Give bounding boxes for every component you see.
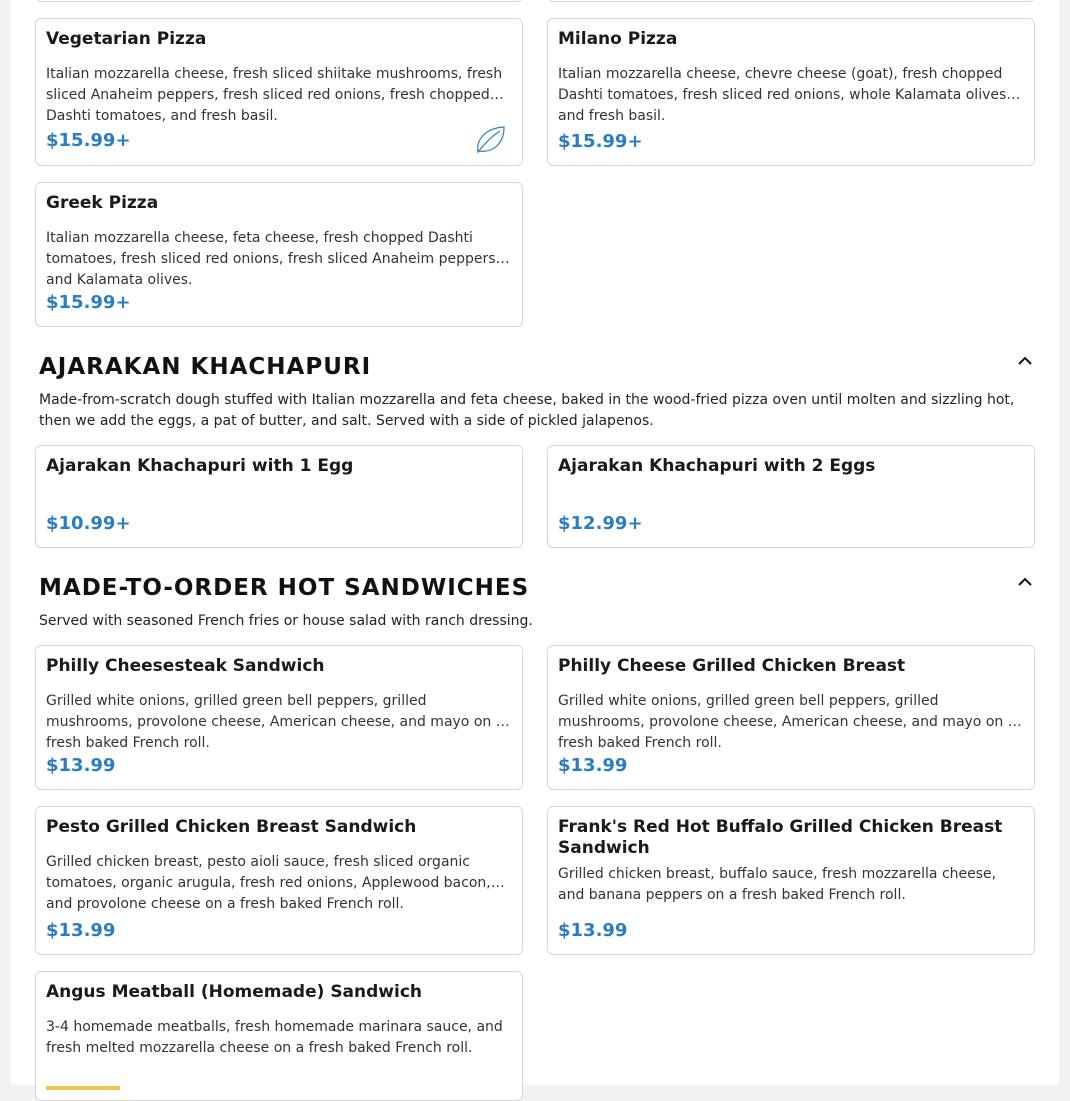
leaf-icon bbox=[474, 125, 506, 155]
item-description: Italian mozzarella cheese, fresh sliced shiitake mushrooms, fresh sliced Anaheim peppers, fresh sliced red onions, fresh chopped Dashti tomatoes, and fresh basil. bbox=[46, 66, 503, 124]
item-description: Grilled white onions, grilled green bell peppers, grilled mushrooms, provolone cheese, American cheese, and mayo on a fresh baked French roll. bbox=[46, 693, 505, 751]
section-title-sandwiches: MADE-TO-ORDER HOT SANDWICHES bbox=[39, 575, 530, 601]
item-description: Grilled chicken breast, buffalo sauce, fresh mozzarella cheese, and banana peppers on a fresh baked French roll. bbox=[558, 866, 997, 903]
section-title-khachapuri: AJARAKAN KHACHAPURI bbox=[39, 354, 372, 380]
item-description: Grilled white onions, grilled green bell peppers, grilled mushrooms, provolone cheese, American cheese, and mayo on a fresh baked French roll. bbox=[558, 693, 1017, 751]
menu-item-card[interactable] bbox=[35, 182, 523, 327]
section-description-khachapuri: Made-from-scratch dough stuffed with Italian mozzarella and feta cheese, baked in the wood-fried pizza oven until molten and sizzling hot, then we add the eggs, a pat of butter, and salt. Served with a side of pickled jalapenos. bbox=[39, 392, 1015, 429]
menu-item-card[interactable] bbox=[547, 806, 1035, 955]
item-price: $13.99 bbox=[558, 920, 628, 941]
rating-stars-icon bbox=[46, 1080, 120, 1090]
item-title: Frank's Red Hot Buffalo Grilled Chicken Breast Sandwich bbox=[558, 817, 1003, 858]
item-price: $15.99+ bbox=[46, 130, 131, 151]
item-price: $15.99+ bbox=[46, 292, 131, 313]
item-price: $10.99+ bbox=[46, 513, 131, 534]
menu-item-card[interactable] bbox=[547, 18, 1035, 166]
menu-item-card[interactable] bbox=[35, 645, 523, 790]
item-title: Pesto Grilled Chicken Breast Sandwich bbox=[46, 817, 417, 837]
item-title: Vegetarian Pizza bbox=[46, 29, 207, 49]
menu-item-card[interactable] bbox=[547, 645, 1035, 790]
section-description-sandwiches: Served with seasoned French fries or house salad with ranch dressing. bbox=[39, 613, 533, 629]
item-title: Ajarakan Khachapuri with 1 Egg bbox=[46, 456, 354, 476]
item-description: Grilled chicken breast, pesto aioli sauce, fresh sliced organic tomatoes, organic arugula, fresh red onions, Applewood bacon, and provolone cheese on a fresh baked French roll. bbox=[46, 854, 491, 912]
item-title: Ajarakan Khachapuri with 2 Eggs bbox=[558, 456, 876, 476]
item-description: Italian mozzarella cheese, feta cheese, fresh chopped Dashti tomatoes, fresh sliced red onions, fresh sliced Anaheim peppers, and Kalamata olives. bbox=[46, 230, 501, 288]
item-price: $13.99 bbox=[46, 920, 116, 941]
item-price: $12.99+ bbox=[558, 513, 643, 534]
item-title: Philly Cheese Grilled Chicken Breast bbox=[558, 656, 906, 676]
item-description: 3-4 homemade meatballs, fresh homemade marinara sauce, and fresh melted mozzarella cheese on a fresh baked French roll. bbox=[46, 1019, 503, 1056]
item-description: Italian mozzarella cheese, chevre cheese (goat), fresh chopped Dashti tomatoes, fresh sliced red onions, whole Kalamata olives, and fresh basil. bbox=[558, 66, 1011, 124]
item-title: Milano Pizza bbox=[558, 29, 678, 49]
previous-item-card-edge[interactable] bbox=[35, 0, 523, 2]
item-price: $13.99 bbox=[46, 755, 116, 776]
previous-item-card-edge[interactable] bbox=[547, 0, 1035, 2]
menu-item-card[interactable] bbox=[35, 971, 523, 1101]
item-title: Greek Pizza bbox=[46, 193, 159, 213]
item-title: Philly Cheesesteak Sandwich bbox=[46, 656, 325, 676]
menu-page bbox=[11, 0, 1059, 1085]
item-title: Angus Meatball (Homemade) Sandwich bbox=[46, 982, 423, 1002]
item-price: $13.99 bbox=[558, 755, 628, 776]
menu-item-card[interactable] bbox=[35, 18, 523, 166]
item-price: $15.99+ bbox=[558, 131, 643, 152]
chevron-up-icon[interactable] bbox=[1016, 576, 1034, 588]
menu-item-card[interactable] bbox=[35, 445, 523, 548]
menu-item-card[interactable] bbox=[35, 806, 523, 955]
menu-item-card[interactable] bbox=[547, 445, 1035, 548]
chevron-up-icon[interactable] bbox=[1016, 355, 1034, 367]
